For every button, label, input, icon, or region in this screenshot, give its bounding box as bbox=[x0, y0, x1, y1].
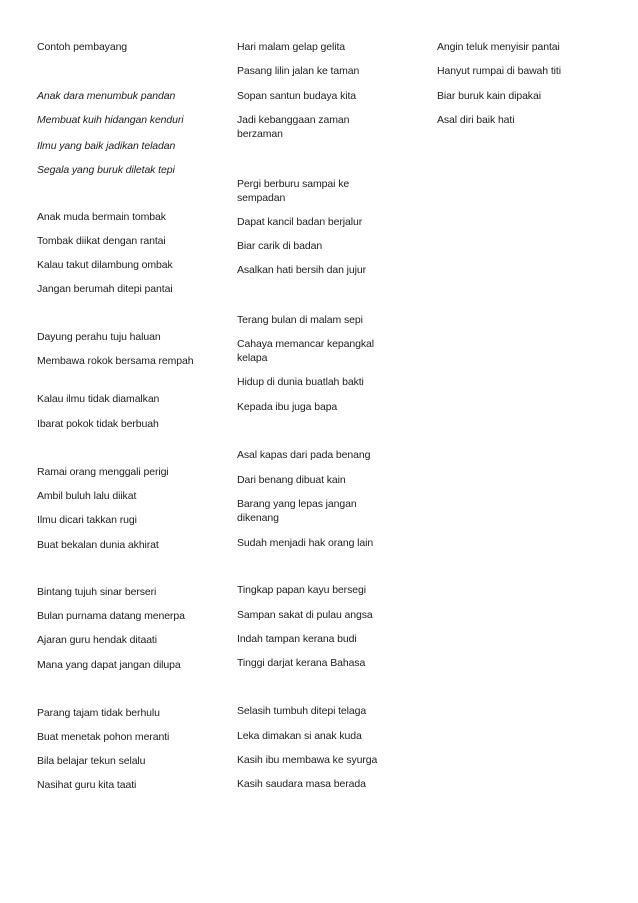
pantun-line: Kalau ilmu tidak diamalkan bbox=[37, 393, 160, 405]
pantun-line: Ambil buluh lalu diikat bbox=[37, 490, 137, 502]
pantun-line: Kasih saudara masa berada bbox=[237, 778, 366, 790]
pantun-line: Dayung perahu tuju haluan bbox=[37, 331, 161, 343]
pantun-line: Hidup di dunia buatlah bakti bbox=[237, 376, 364, 388]
pantun-line: Asal kapas dari pada benang bbox=[237, 449, 371, 461]
pantun-line: Ibarat pokok tidak berbuah bbox=[37, 418, 159, 430]
pantun-line: Buat bekalan dunia akhirat bbox=[37, 539, 159, 551]
pantun-line: Bulan purnama datang menerpa bbox=[37, 610, 185, 622]
pantun-line: Hanyut rumpai di bawah titi bbox=[437, 65, 561, 77]
pantun-line: Ajaran guru hendak ditaati bbox=[37, 634, 157, 646]
pantun-line: Cahaya memancar kepangkal kelapa bbox=[237, 338, 374, 364]
pantun-line: Sampan sakat di pulau angsa bbox=[237, 609, 373, 621]
pantun-line: Anak dara menumbuk pandan bbox=[37, 90, 176, 102]
pantun-line: Tombak diikat dengan rantai bbox=[37, 235, 166, 247]
pantun-line: Bila belajar tekun selalu bbox=[37, 755, 146, 767]
pantun-line: Biar carik di badan bbox=[237, 240, 323, 252]
pantun-line: Segala yang buruk diletak tepi bbox=[37, 164, 175, 176]
pantun-line: Leka dimakan si anak kuda bbox=[237, 730, 362, 742]
pantun-line: Kepada ibu juga bapa bbox=[237, 401, 338, 413]
pantun-line: Sudah menjadi hak orang lain bbox=[237, 537, 374, 549]
pantun-line: Kalau takut dilambung ombak bbox=[37, 259, 173, 271]
pantun-line: Jadi kebanggaan zaman berzaman bbox=[237, 114, 350, 140]
pantun-line: Ilmu yang baik jadikan teladan bbox=[37, 140, 176, 152]
pantun-line: Ramai orang menggali perigi bbox=[37, 466, 169, 478]
pantun-line: Dari benang dibuat kain bbox=[237, 474, 346, 486]
pantun-line: Contoh pembayang bbox=[37, 41, 128, 53]
pantun-line: Anak muda bermain tombak bbox=[37, 211, 166, 223]
pantun-line: Asalkan hati bersih dan jujur bbox=[237, 264, 367, 276]
pantun-line: Pasang lilin jalan ke taman bbox=[237, 65, 360, 77]
pantun-line: Asal diri baik hati bbox=[437, 114, 515, 126]
pantun-line: Membawa rokok bersama rempah bbox=[37, 355, 194, 367]
pantun-line: Pergi berburu sampai ke sempadan bbox=[237, 178, 350, 204]
pantun-line: Parang tajam tidak berhulu bbox=[37, 707, 160, 719]
pantun-line: Angin teluk menyisir pantai bbox=[437, 41, 560, 53]
pantun-line: Sopan santun budaya kita bbox=[237, 90, 357, 102]
pantun-line: Buat menetak pohon meranti bbox=[37, 731, 170, 743]
pantun-line: Hari malam gelap gelita bbox=[237, 41, 346, 53]
pantun-line: Selasih tumbuh ditepi telaga bbox=[237, 705, 367, 717]
pantun-line: Barang yang lepas jangan dikenang bbox=[237, 498, 357, 524]
pantun-line: Biar buruk kain dipakai bbox=[437, 90, 541, 102]
pantun-line: Kasih ibu membawa ke syurga bbox=[237, 754, 378, 766]
pantun-line: Dapat kancil badan berjalur bbox=[237, 216, 363, 228]
pantun-line: Nasihat guru kita taati bbox=[37, 779, 137, 791]
pantun-line: Indah tampan kerana budi bbox=[237, 633, 357, 645]
pantun-line: Terang bulan di malam sepi bbox=[237, 314, 363, 326]
pantun-line: Tinggi darjat kerana Bahasa bbox=[237, 657, 366, 669]
pantun-line: Tingkap papan kayu bersegi bbox=[237, 584, 366, 596]
pantun-line: Jangan berumah ditepi pantai bbox=[37, 283, 173, 295]
pantun-line: Mana yang dapat jangan dilupa bbox=[37, 659, 181, 671]
pantun-line: Membuat kuih hidangan kenduri bbox=[37, 114, 184, 126]
pantun-line: Ilmu dicari takkan rugi bbox=[37, 514, 137, 526]
pantun-line: Bintang tujuh sinar berseri bbox=[37, 586, 157, 598]
